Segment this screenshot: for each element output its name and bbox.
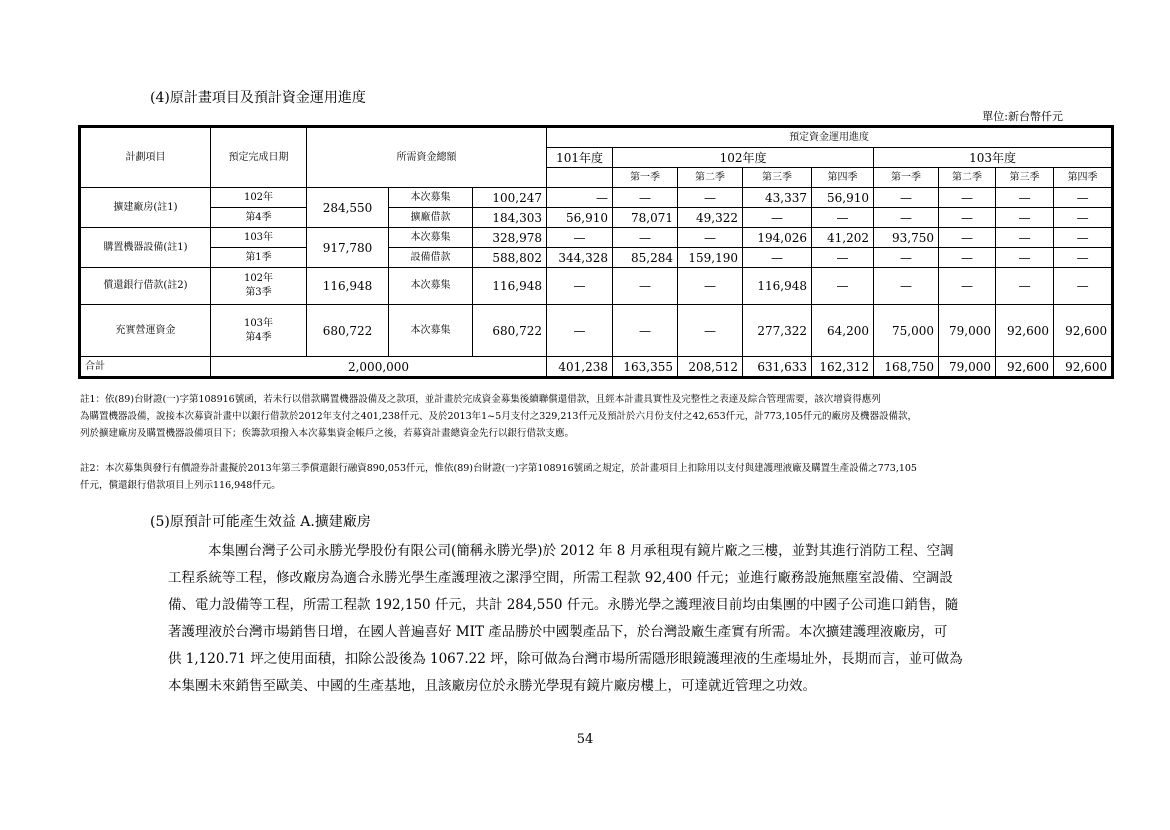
cell: — bbox=[613, 305, 678, 357]
sum-cell: 163,355 bbox=[613, 357, 678, 377]
cell: — bbox=[1054, 228, 1112, 248]
cell: 92,600 bbox=[996, 305, 1054, 357]
note-line: 列於擴建廠房及購置機器設備項目下；俟籌款項撥入本次募集資金帳戶之後，若募資計畫總資金先行以銀行借款支應。 bbox=[80, 428, 575, 439]
row-total: 917,780 bbox=[307, 228, 389, 268]
cell: 78,071 bbox=[613, 208, 678, 228]
sum-cell: 208,512 bbox=[678, 357, 743, 377]
row-amount: 680,722 bbox=[473, 305, 547, 357]
cell: — bbox=[996, 188, 1054, 208]
row-date: 第4季 bbox=[211, 208, 307, 228]
cell: 43,337 bbox=[743, 188, 812, 208]
cell: — bbox=[547, 305, 613, 357]
row-source: 設備借款 bbox=[389, 248, 473, 268]
note-2 bbox=[80, 460, 1120, 494]
cell: — bbox=[1054, 208, 1112, 228]
row-date: 102年 bbox=[211, 188, 307, 208]
cell: — bbox=[678, 305, 743, 357]
cell: — bbox=[939, 188, 996, 208]
cell: 159,190 bbox=[678, 248, 743, 268]
cell: 194,026 bbox=[743, 228, 812, 248]
cell: — bbox=[743, 248, 812, 268]
header-q4: 第四季 bbox=[1054, 168, 1112, 188]
cell: — bbox=[678, 228, 743, 248]
para-line: 本集團未來銷售至歐美、中國的生產基地，且該廠房位於永勝光學現有鏡片廠房樓上，可達就近管理之功效。 bbox=[168, 678, 816, 694]
cell: — bbox=[812, 208, 874, 228]
cell: — bbox=[874, 248, 939, 268]
header-total: 所需資金總額 bbox=[307, 128, 547, 188]
cell: 93,750 bbox=[874, 228, 939, 248]
cell: 49,322 bbox=[678, 208, 743, 228]
cell: — bbox=[1054, 268, 1112, 305]
row-total: 116,948 bbox=[307, 268, 389, 305]
cell: — bbox=[743, 208, 812, 228]
sum-cell: 401,238 bbox=[547, 357, 613, 377]
cell: — bbox=[613, 188, 678, 208]
header-q4: 第四季 bbox=[812, 168, 874, 188]
note-line: 註2：本次募集與發行有價證券計畫擬於2013年第三季償還銀行融資890,053仟元，惟依(89)台財證(一)字第108916號函之規定，於計畫項目上扣除用以支付與建護理液廠及購置生產設備之773,105 bbox=[80, 463, 917, 474]
row-amount: 100,247 bbox=[473, 188, 547, 208]
sum-cell: 168,750 bbox=[874, 357, 939, 377]
sum-cell: 631,633 bbox=[743, 357, 812, 377]
row-source: 本次募集 bbox=[389, 188, 473, 208]
header-q bbox=[547, 168, 613, 188]
row-item: 擴建廠房(註1) bbox=[81, 188, 211, 228]
row-source: 本次募集 bbox=[389, 305, 473, 357]
cell: — bbox=[613, 228, 678, 248]
note-line: 為購置機器設備，說接本次募資計畫中以銀行借款於2012年支付之401,238仟元、及於2013年1~5月支付之329,213仟元及預計於六月份支付之42,653仟元，計773,105仟元的廠房及機器設備款， bbox=[80, 411, 917, 422]
header-q3: 第三季 bbox=[743, 168, 812, 188]
para-line: 著護理液於台灣市場銷售日增，在國人普遍喜好 MIT 產品勝於中國製產品下，於台灣設廠生產實有所需。本次擴建護理液廠房，可 bbox=[168, 624, 948, 640]
page-number: 54 bbox=[576, 732, 594, 747]
sum-cell: 79,000 bbox=[939, 357, 996, 377]
cell: — bbox=[547, 188, 613, 208]
cell: — bbox=[547, 228, 613, 248]
row-source: 本次募集 bbox=[389, 268, 473, 305]
cell: 75,000 bbox=[874, 305, 939, 357]
row-item: 購置機器設備(註1) bbox=[81, 228, 211, 268]
row-date: 102年 第3季 bbox=[211, 268, 307, 305]
header-q2: 第二季 bbox=[678, 168, 743, 188]
cell: — bbox=[678, 268, 743, 305]
row-item: 償還銀行借款(註2) bbox=[81, 268, 211, 305]
section4-title: (4)原計畫項目及預計資金運用進度 bbox=[150, 90, 366, 106]
cell: — bbox=[1054, 248, 1112, 268]
cell: 41,202 bbox=[812, 228, 874, 248]
row-source: 本次募集 bbox=[389, 228, 473, 248]
para-line: 備、電力設備等工程，所需工程款 192,150 仟元，共計 284,550 仟元。永勝光學之護理液目前均由集團的中國子公司進口銷售，隨 bbox=[168, 597, 959, 613]
sum-label: 合計 bbox=[81, 357, 211, 377]
row-amount: 184,303 bbox=[473, 208, 547, 228]
header-q3: 第三季 bbox=[996, 168, 1054, 188]
cell: — bbox=[939, 268, 996, 305]
row-date: 103年 bbox=[211, 228, 307, 248]
row-amount: 328,978 bbox=[473, 228, 547, 248]
para-line: 供 1,120.71 坪之使用面積，扣除公設後為 1067.22 坪，除可做為台灣市場所需隱形眼鏡護理液的生產場址外，長期而言，並可做為 bbox=[168, 651, 963, 667]
row-total: 680,722 bbox=[307, 305, 389, 357]
cell: 56,910 bbox=[812, 188, 874, 208]
header-date: 預定完成日期 bbox=[211, 128, 307, 188]
sum-cell: 92,600 bbox=[1054, 357, 1112, 377]
cell: — bbox=[996, 228, 1054, 248]
header-q1: 第一季 bbox=[874, 168, 939, 188]
header-year-102: 102年度 bbox=[613, 148, 874, 168]
cell: 79,000 bbox=[939, 305, 996, 357]
fund-usage-table bbox=[80, 127, 1112, 377]
cell: — bbox=[678, 188, 743, 208]
sum-total: 2,000,000 bbox=[211, 357, 547, 377]
note-line: 註1：依(89)台財證(一)字第108916號函，若未行以借款購置機器設備及之款項，並計畫於完成資金募集後續聯償還借款，且經本計畫具實性及完整性之表達及綜合管理需要，該次增資得應列 bbox=[80, 394, 881, 405]
cell: 92,600 bbox=[1054, 305, 1112, 357]
benefit-paragraph bbox=[168, 538, 1112, 700]
row-date: 第1季 bbox=[211, 248, 307, 268]
header-year-101: 101年度 bbox=[547, 148, 613, 168]
row-amount: 116,948 bbox=[473, 268, 547, 305]
unit-label: 單位:新台幣仟元 bbox=[982, 110, 1063, 123]
note-line: 仟元，償還銀行借款項目上列示116,948仟元。 bbox=[80, 480, 281, 491]
cell: 344,328 bbox=[547, 248, 613, 268]
row-date: 103年 第4季 bbox=[211, 305, 307, 357]
header-year-103: 103年度 bbox=[874, 148, 1112, 168]
sum-cell: 162,312 bbox=[812, 357, 874, 377]
sum-cell: 92,600 bbox=[996, 357, 1054, 377]
cell: — bbox=[547, 268, 613, 305]
cell: 116,948 bbox=[743, 268, 812, 305]
note-1 bbox=[80, 391, 1120, 442]
cell: — bbox=[874, 208, 939, 228]
cell: 277,322 bbox=[743, 305, 812, 357]
cell: 85,284 bbox=[613, 248, 678, 268]
header-item: 計劃項目 bbox=[81, 128, 211, 188]
para-line: 本集團台灣子公司永勝光學股份有限公司(簡稱永勝光學)於 2012 年 8 月承租現有鏡片廠之三樓，並對其進行消防工程、空調 bbox=[208, 543, 954, 559]
para-line: 工程系統等工程，修改廠房為適合永勝光學生產護理液之潔淨空間，所需工程款 92,400 仟元；並進行廠務設施無塵室設備、空調設 bbox=[168, 570, 953, 586]
cell: — bbox=[996, 268, 1054, 305]
cell: — bbox=[996, 208, 1054, 228]
row-source: 擴廠借款 bbox=[389, 208, 473, 228]
cell: — bbox=[874, 268, 939, 305]
cell: 56,910 bbox=[547, 208, 613, 228]
section5-title: (5)原預計可能產生效益 A.擴建廠房 bbox=[150, 514, 371, 530]
cell: — bbox=[939, 208, 996, 228]
header-q1: 第一季 bbox=[613, 168, 678, 188]
row-amount: 588,802 bbox=[473, 248, 547, 268]
cell: — bbox=[874, 188, 939, 208]
cell: 64,200 bbox=[812, 305, 874, 357]
header-progress: 預定資金運用進度 bbox=[547, 128, 1112, 148]
header-q2: 第二季 bbox=[939, 168, 996, 188]
row-item: 充實營運資金 bbox=[81, 305, 211, 357]
cell: — bbox=[996, 248, 1054, 268]
row-total: 284,550 bbox=[307, 188, 389, 228]
cell: — bbox=[812, 248, 874, 268]
cell: — bbox=[1054, 188, 1112, 208]
cell: — bbox=[812, 268, 874, 305]
cell: — bbox=[939, 228, 996, 248]
cell: — bbox=[613, 268, 678, 305]
cell: — bbox=[939, 248, 996, 268]
